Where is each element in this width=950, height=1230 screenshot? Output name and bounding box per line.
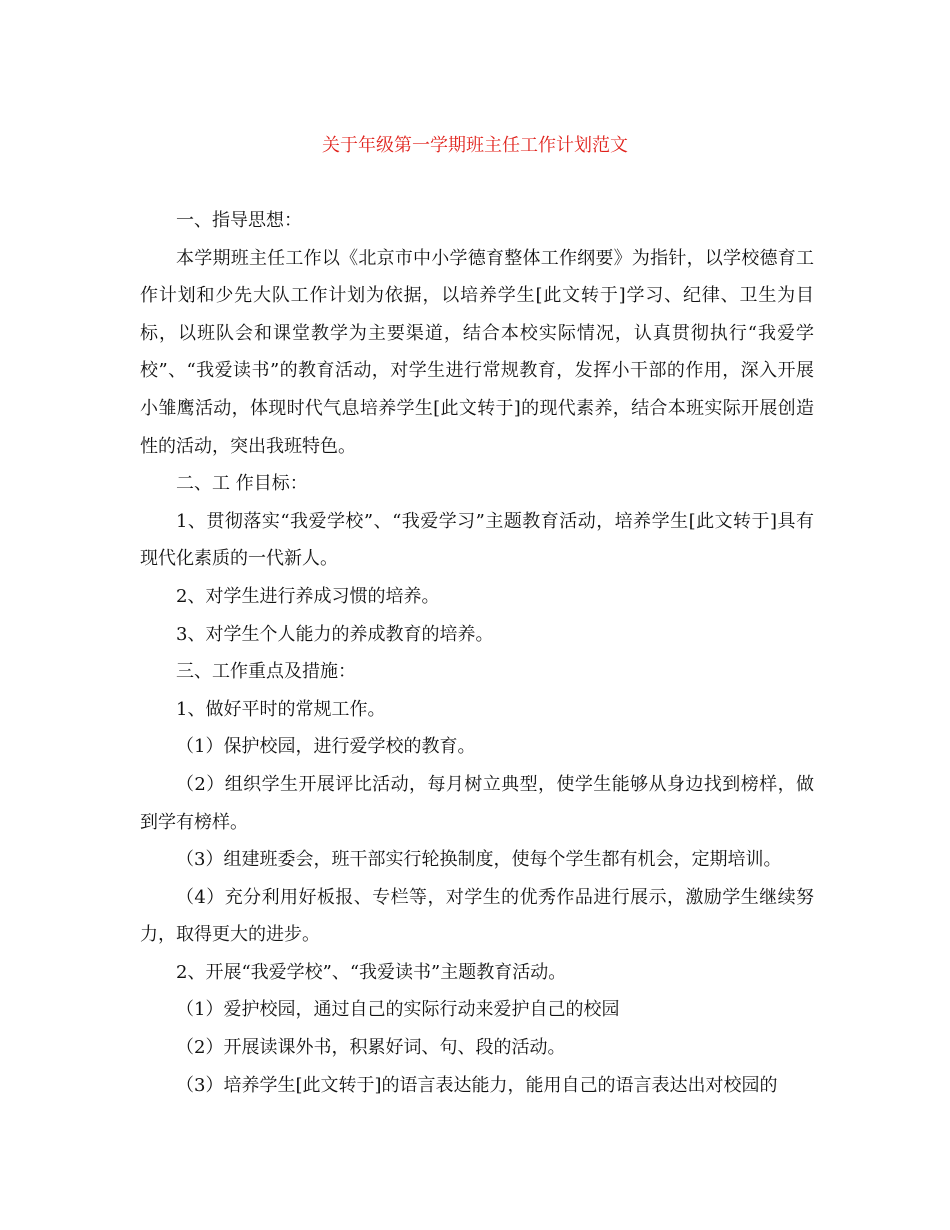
document-title: 关于年级第一学期班主任工作计划范文 <box>322 135 628 156</box>
measure-item-1: 1、做好平时的常规工作。 <box>176 698 386 720</box>
section-heading-key-measures: 三、工作重点及措施： <box>176 661 356 683</box>
document-body <box>140 202 814 1104</box>
section-heading-work-goals: 二、工 作目标： <box>176 473 308 495</box>
goal-item-1: 1、贯彻落实“我爱学校”、“我爱学习”主题教育活动，培养学生[此文转于]具有现代化素质的一代新人。 <box>140 510 814 570</box>
measure-subitem-1-3: （3）组建班委会，班干部实行轮换制度，使每个学生都有机会，定期培训。 <box>176 849 782 871</box>
measure-subitem-1-1: （1）保护校园，进行爱学校的教育。 <box>176 736 476 758</box>
measure-item-2: 2、开展“我爱学校”、“我爱读书”主题教育活动。 <box>176 961 567 983</box>
measure-subitem-1-4: （4）充分利用好板报、专栏等，对学生的优秀作品进行展示，激励学生继续努力，取得更大的进步。 <box>140 886 814 946</box>
measure-subitem-2-3: （3）培养学生[此文转于]的语言表达能力，能用自己的语言表达出对校园的 <box>176 1074 778 1096</box>
section-heading-guiding-ideology: 一、指导思想： <box>176 210 302 231</box>
goal-item-2: 2、对学生进行养成习惯的培养。 <box>176 585 440 607</box>
goal-item-3: 3、对学生个人能力的养成教育的培养。 <box>176 623 494 645</box>
measure-subitem-2-1: （1）爱护校园，通过自己的实际行动来爱护自己的校园 <box>176 999 620 1021</box>
measure-subitem-2-2: （2）开展读课外书，积累好词、句、段的活动。 <box>176 1037 566 1059</box>
paragraph-guiding-ideology: 本学期班主任工作以《北京市中小学德育整体工作纲要》为指针，以学校德育工作计划和少先大队工作计划为依据，以培养学生[此文转于]学习、纪律、卫生为目标，以班队会和课堂教学为主要渠道，结合本校实际情况，认真贯彻执行“我爱学校”、“我爱读书”的教育活动，对学生进行常规教育，发挥小干部的作用，深入开展小雏鹰活动，体现时代气息培养学生[此文转于]的现代素养，结合本班实际开展创造性的活动，突出我班特色。 <box>140 247 814 457</box>
measure-subitem-1-2: （2）组织学生开展评比活动，每月树立典型，使学生能够从身边找到榜样，做到学有榜样。 <box>140 773 814 833</box>
